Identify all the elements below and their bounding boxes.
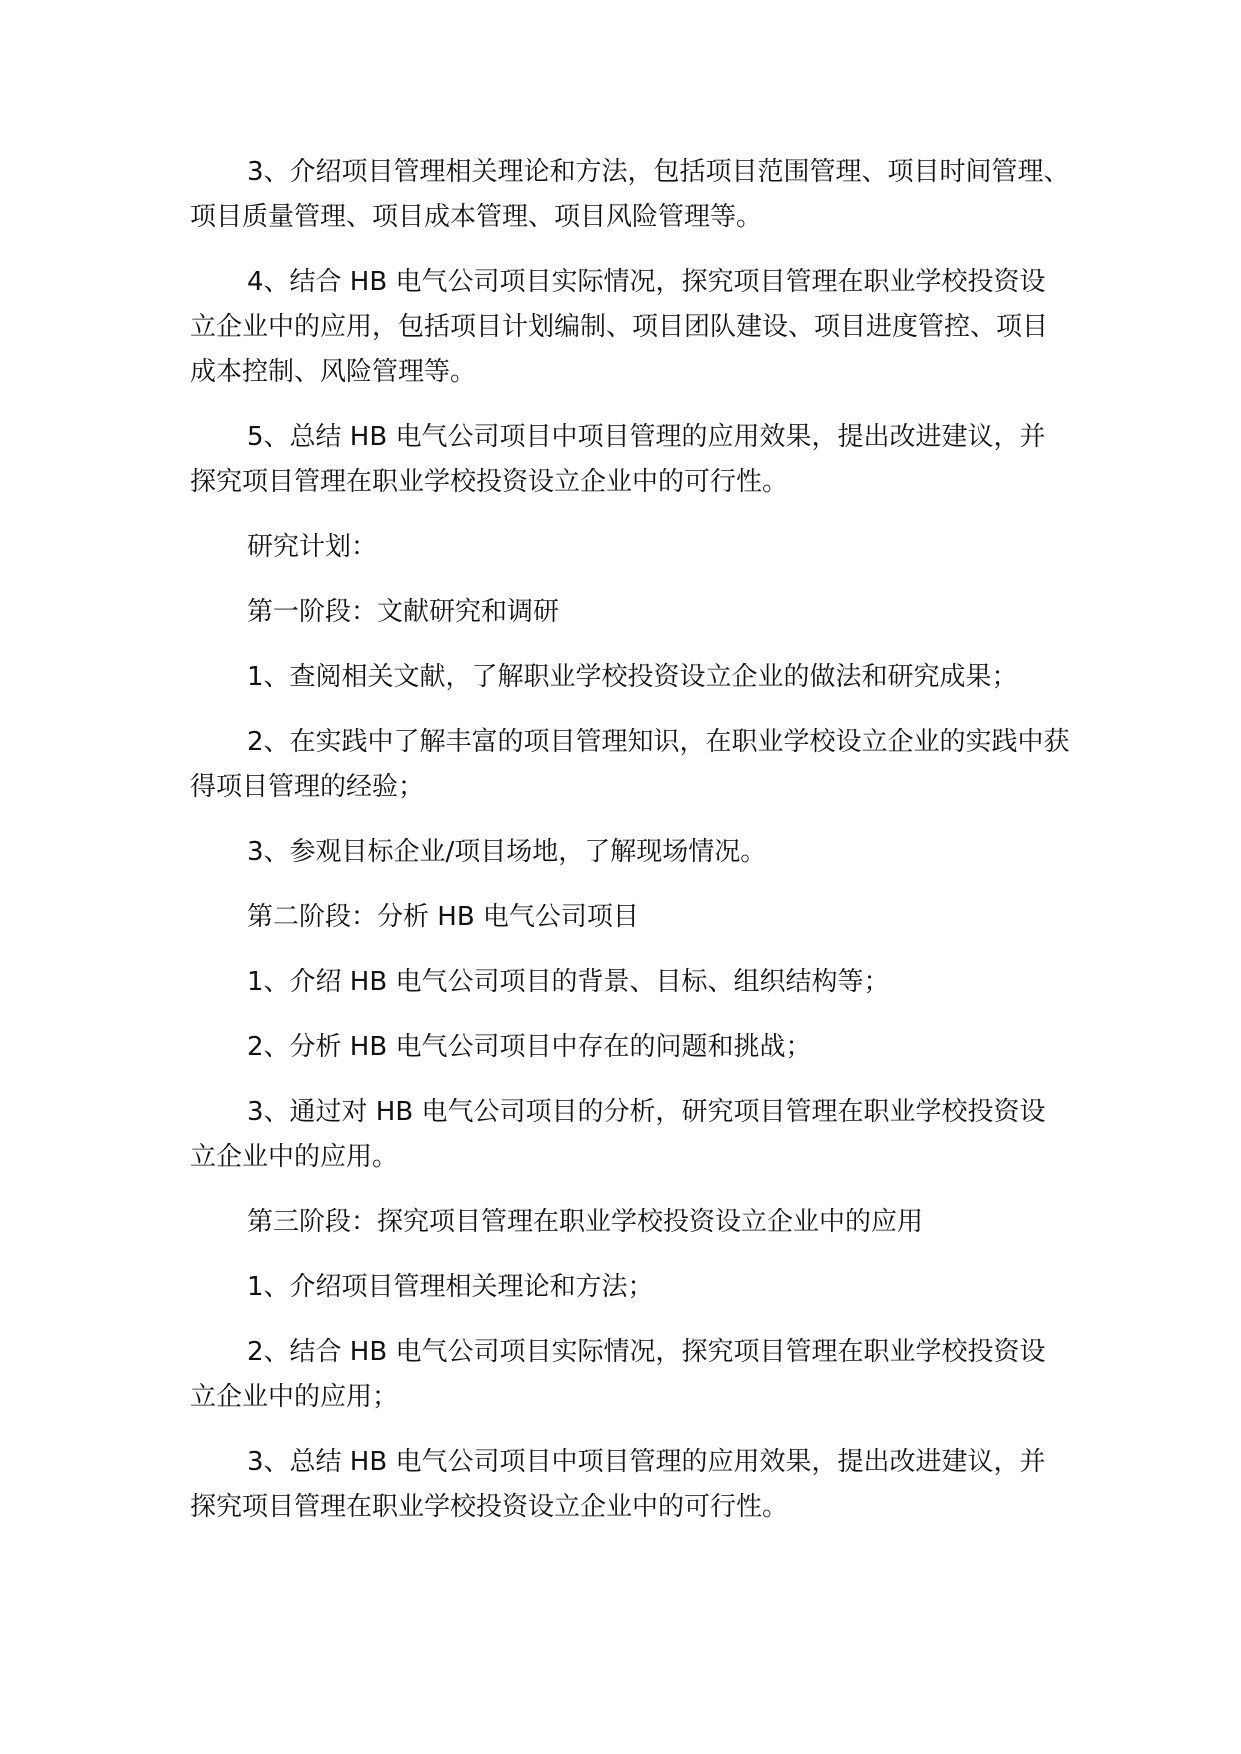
list-item: 2、在实践中了解丰富的项目管理知识，在职业学校设立企业的实践中获得项目管理的经验； <box>190 727 1070 802</box>
list-item: 1、介绍 HB 电气公司项目的背景、目标、组织结构等； <box>247 967 890 997</box>
list-item: 2、结合 HB 电气公司项目实际情况，探究项目管理在职业学校投资设立企业中的应用； <box>190 1337 1046 1412</box>
heading-phase-two: 第二阶段：分析 HB 电气公司项目 <box>247 902 639 932</box>
paragraph-theory-methods: 3、介绍项目管理相关理论和方法，包括项目范围管理、项目时间管理、项目质量管理、项目成本管理、项目风险管理等。 <box>190 157 1070 232</box>
paragraph-hb-application: 4、结合 HB 电气公司项目实际情况，探究项目管理在职业学校投资设立企业中的应用，包括项目计划编制、项目团队建设、项目进度管控、项目成本控制、风险管理等。 <box>190 267 1049 387</box>
list-item: 3、总结 HB 电气公司项目中项目管理的应用效果，提出改进建议，并探究项目管理在职业学校投资设立企业中的可行性。 <box>190 1447 1046 1522</box>
list-item: 1、查阅相关文献，了解职业学校投资设立企业的做法和研究成果； <box>247 662 1018 692</box>
list-item: 2、分析 HB 电气公司项目中存在的问题和挑战； <box>247 1032 812 1062</box>
document-page <box>190 150 1070 1530</box>
heading-phase-three: 第三阶段：探究项目管理在职业学校投资设立企业中的应用 <box>247 1207 924 1237</box>
heading-phase-one: 第一阶段：文献研究和调研 <box>247 597 560 627</box>
list-item: 1、介绍项目管理相关理论和方法； <box>247 1272 654 1302</box>
heading-research-plan: 研究计划： <box>247 532 378 562</box>
paragraph-summary-effect: 5、总结 HB 电气公司项目中项目管理的应用效果，提出改进建议，并探究项目管理在职业学校投资设立企业中的可行性。 <box>190 422 1046 497</box>
list-item: 3、参观目标企业/项目场地，了解现场情况。 <box>247 837 767 867</box>
list-item: 3、通过对 HB 电气公司项目的分析，研究项目管理在职业学校投资设立企业中的应用。 <box>190 1097 1046 1172</box>
